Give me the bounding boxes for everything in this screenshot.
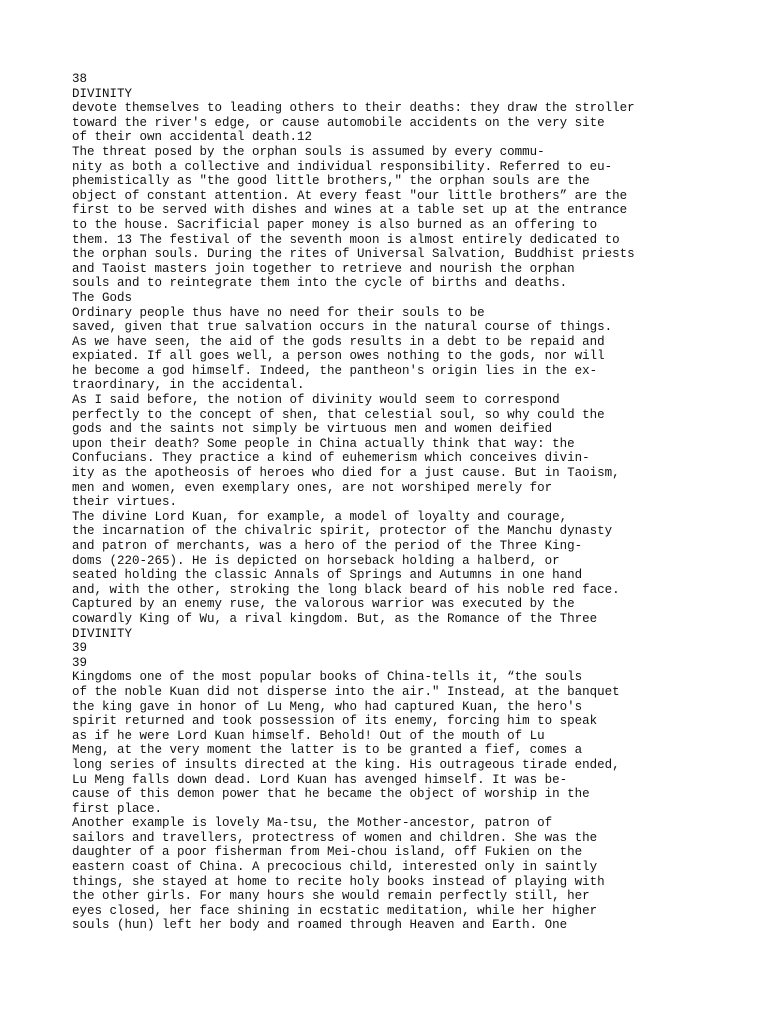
text-line: upon their death? Some people in China actually think that way: the (72, 436, 575, 451)
text-line: sailors and travellers, protectress of women and children. She was the (72, 830, 598, 845)
text-line: phemistically as "the good little brothers," the orphan souls are the (72, 174, 590, 189)
text-line: The threat posed by the orphan souls is assumed by every commu- (72, 144, 545, 159)
text-line: toward the river's edge, or cause automobile accidents on the very site (72, 115, 605, 130)
text-line: Kingdoms one of the most popular books of China-tells it, “the souls (72, 670, 583, 685)
text-line: traordinary, in the accidental. (72, 378, 305, 393)
text-line: first to be served with dishes and wines at a table set up at the entrance (72, 203, 628, 218)
text-line: perfectly to the concept of shen, that celestial soul, so why could the (72, 407, 605, 422)
text-line: Meng, at the very moment the latter is to be granted a fief, comes a (72, 743, 583, 758)
text-line: the king gave in honor of Lu Meng, who had captured Kuan, the hero's (72, 699, 583, 714)
text-line: object of constant attention. At every feast "our little brothers” are the (72, 188, 628, 203)
text-line: souls (hun) left her body and roamed through Heaven and Earth. One (72, 918, 568, 933)
text-line: eyes closed, her face shining in ecstatic meditation, while her higher (72, 903, 598, 918)
text-line: devote themselves to leading others to their deaths: they draw the stroller (72, 101, 635, 116)
page-number: 39 (72, 641, 88, 656)
text-line: doms (220-265). He is depicted on horseback holding a halberd, or (72, 553, 560, 568)
text-line: the other girls. For many hours she would remain perfectly still, her (72, 889, 590, 904)
text-line: cowardly King of Wu, a rival kingdom. But, as the Romance of the Three (72, 611, 598, 626)
text-line: saved, given that true salvation occurs in the natural course of things. (72, 320, 613, 335)
text-line: Captured by an enemy ruse, the valorous warrior was executed by the (72, 597, 575, 612)
text-line: ity as the apotheosis of heroes who died for a just cause. But in Taoism, (72, 466, 620, 481)
running-header: DIVINITY (72, 626, 133, 641)
running-header: DIVINITY (72, 86, 133, 101)
text-line: of their own accidental death.12 (72, 130, 313, 145)
text-line: spirit returned and took possession of its enemy, forcing him to speak (72, 714, 598, 729)
text-line: The divine Lord Kuan, for example, a model of loyalty and courage, (72, 509, 568, 524)
text-line: gods and the saints not simply be virtuous men and women deified (72, 422, 553, 437)
text-line: As I said before, the notion of divinity would seem to correspond (72, 393, 560, 408)
text-line: them. 13 The festival of the seventh moon is almost entirely dedicated to (72, 232, 620, 247)
text-line: cause of this demon power that he became the object of worship in the (72, 787, 590, 802)
text-line: things, she stayed at home to recite holy books instead of playing with (72, 874, 605, 889)
text-line: nity as both a collective and individual responsibility. Referred to eu- (72, 159, 613, 174)
text-line: long series of insults directed at the king. His outrageous tirade ended, (72, 757, 620, 772)
text-line: Another example is lovely Ma-tsu, the Mother-ancestor, patron of (72, 816, 553, 831)
text-line: of the noble Kuan did not disperse into the air." Instead, at the banquet (72, 684, 620, 699)
text-line: seated holding the classic Annals of Springs and Autumns in one hand (72, 568, 583, 583)
text-line: he become a god himself. Indeed, the pantheon's origin lies in the ex- (72, 363, 598, 378)
page-number: 39 (72, 655, 88, 670)
text-line: the orphan souls. During the rites of Universal Salvation, Buddhist priests (72, 247, 635, 262)
page-number: 38 (72, 72, 88, 86)
text-line: daughter of a poor fisherman from Mei-chou island, off Fukien on the (72, 845, 583, 860)
text-line: and Taoist masters join together to retrieve and nourish the orphan (72, 261, 575, 276)
text-line: Lu Meng falls down dead. Lord Kuan has avenged himself. It was be- (72, 772, 568, 787)
text-line: eastern coast of China. A precocious child, interested only in saintly (72, 860, 598, 875)
text-line: expiated. If all goes well, a person owes nothing to the gods, nor will (72, 349, 605, 364)
text-line: men and women, even exemplary ones, are not worshiped merely for (72, 480, 553, 495)
text-line: first place. (72, 801, 163, 816)
text-line: As we have seen, the aid of the gods results in a debt to be repaid and (72, 334, 605, 349)
text-line: Ordinary people thus have no need for their souls to be (72, 305, 485, 320)
section-heading: The Gods (72, 290, 133, 305)
text-line: and patron of merchants, was a hero of the period of the Three King- (72, 539, 583, 553)
text-line: the incarnation of the chivalric spirit, protector of the Manchu dynasty (72, 524, 613, 539)
text-line: Confucians. They practice a kind of euhemerism which conceives divin- (72, 451, 590, 466)
text-line: souls and to reintegrate them into the cycle of births and deaths. (72, 276, 568, 291)
text-line: as if he were Lord Kuan himself. Behold! Out of the mouth of Lu (72, 728, 545, 743)
document-page (72, 72, 752, 933)
text-line: their virtues. (72, 495, 178, 510)
text-line: and, with the other, stroking the long black beard of his noble red face. (72, 582, 620, 597)
text-line: to the house. Sacrificial paper money is also burned as an offering to (72, 217, 598, 232)
